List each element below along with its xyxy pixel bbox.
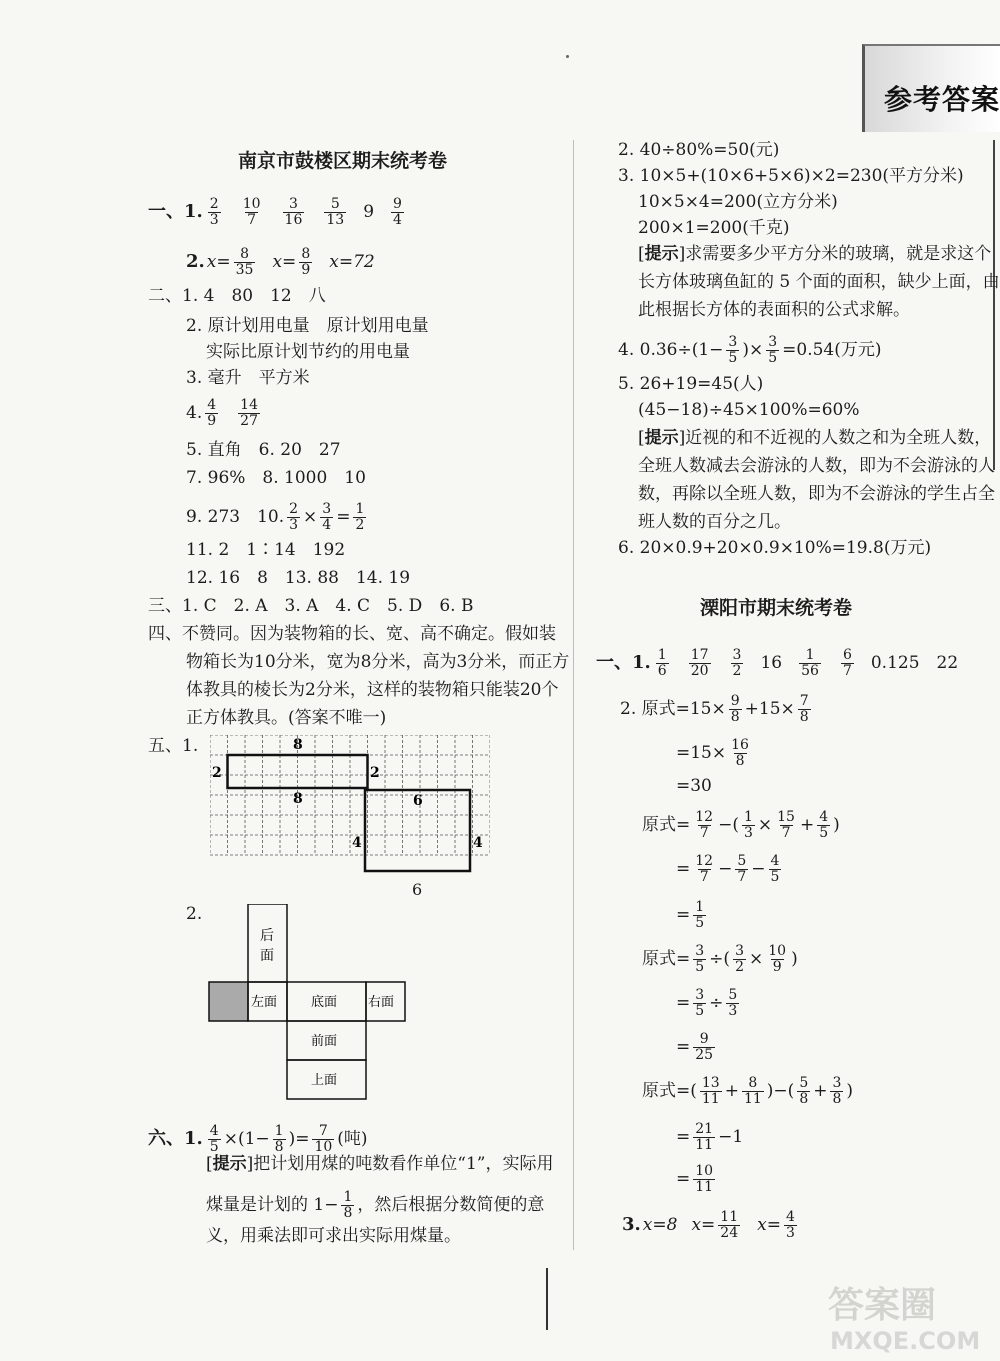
- net-bottom: 底面: [311, 995, 338, 1010]
- left-s4-line2: 物箱长为10分米，宽为8分米，高为3分米，而正方: [186, 652, 570, 672]
- header-banner-text: 参考答案: [884, 83, 1000, 116]
- label: 4.: [186, 402, 203, 423]
- fraction: $\frac{1}{56}$: [801, 647, 819, 679]
- op: ×: [757, 814, 773, 835]
- left-s6-q1: [148, 1124, 368, 1154]
- left-s5-label1: 五、1.: [148, 736, 199, 756]
- left-s2-q2a: 2. 原计划用电量 原计划用电量: [186, 316, 429, 336]
- label: 2.: [186, 251, 205, 273]
- text: =15×: [676, 742, 727, 763]
- op: )−(: [766, 1080, 795, 1101]
- tip-label: 提示: [212, 1154, 247, 1174]
- right-q4: [618, 335, 882, 365]
- left-s2-q4: [186, 398, 263, 428]
- tip-label: 提示: [644, 244, 679, 264]
- left-s2-q5: 5. 直角 6. 20 27: [186, 440, 341, 460]
- left-s6-tip1: [ 提示 ] 把计划用煤的吨数看作单位“1”，实际用: [206, 1154, 554, 1174]
- op: −: [718, 858, 733, 879]
- right-q3a: 3. 10×5+(10×6+5×6)×2=230(平方分米): [618, 166, 964, 186]
- fraction: $\frac{3}{5}$: [695, 987, 705, 1019]
- fraction: $\frac{3}{8}$: [832, 1075, 842, 1107]
- op: =: [676, 1036, 691, 1057]
- fraction: $\frac{1}{3}$: [743, 809, 753, 841]
- fraction: $\frac{2}{3}$: [289, 501, 299, 533]
- watermark-logo: [818, 1275, 993, 1355]
- fraction: $\frac{1}{8}$: [343, 1189, 353, 1221]
- right-tip5b: 全班人数减去会游泳的人数，即为不会游泳的人: [638, 456, 995, 476]
- op: =: [676, 1168, 691, 1189]
- value: 9: [363, 201, 375, 222]
- fraction: $\frac{3}{5}$: [728, 334, 738, 366]
- op: =: [676, 904, 691, 925]
- left-s3: 三、1. C 2. A 3. A 4. C 5. D 6. B: [148, 596, 474, 616]
- right-tip3b: 长方体玻璃鱼缸的 5 个面的面积，缺少上面，由: [638, 272, 1000, 292]
- net-left: 左面: [251, 995, 278, 1010]
- right-tip3a: [ 提示 ] 求需要多少平方分米的玻璃，就是求这个: [638, 244, 992, 264]
- fraction: $\frac{11}{24}$: [720, 1209, 739, 1241]
- op: =: [676, 992, 691, 1013]
- fraction: $\frac{15}{7}$: [777, 809, 795, 841]
- tip-text: 把计划用煤的吨数看作单位“1”，实际用: [253, 1154, 554, 1174]
- text: 2. 原式=15×: [620, 698, 726, 719]
- net-back-2: 面: [260, 948, 274, 964]
- left-s2-q9: [186, 502, 369, 532]
- grid-label-bottom6: 6: [412, 880, 423, 899]
- op: ): [833, 814, 840, 835]
- grid-label-top6: 6: [413, 793, 423, 809]
- fraction: $\frac{10}{11}$: [695, 1163, 714, 1195]
- fraction: $\frac{1}{6}$: [657, 647, 667, 679]
- fraction: $\frac{21}{11}$: [695, 1121, 714, 1153]
- op: +15×: [744, 698, 795, 719]
- op: +: [724, 1080, 739, 1101]
- right2-q1: [596, 648, 958, 678]
- op: =: [676, 1126, 691, 1147]
- op: +: [813, 1080, 828, 1101]
- var: x=: [272, 251, 297, 272]
- net-back-1: 后: [260, 928, 274, 944]
- watermark-text1: 答案圈: [828, 1285, 937, 1326]
- right-tip5c: 数，再除以全班人数，即为不会游泳的学生占全: [638, 484, 995, 504]
- right-tip5d: 班人数的百分之几。: [638, 512, 791, 532]
- fraction: $\frac{9}{25}$: [695, 1031, 714, 1063]
- text: 9. 273 10.: [186, 506, 285, 527]
- right2-q2-line1: [620, 694, 814, 724]
- fraction: $\frac{9}{4}$: [393, 196, 402, 228]
- fraction: $\frac{1}{8}$: [274, 1123, 284, 1155]
- value: 16: [760, 652, 783, 673]
- column-divider: [573, 140, 574, 1250]
- fraction: $\frac{16}{8}$: [731, 737, 749, 769]
- right2-e4-line3: [676, 1164, 718, 1194]
- bottom-mark: [546, 1268, 548, 1330]
- grid-label-top8: 8: [293, 737, 303, 753]
- right-q5b: (45−18)÷45×100%=60%: [638, 400, 860, 420]
- op: −(: [718, 814, 739, 835]
- label: 一、1.: [596, 652, 651, 674]
- left-section-title: 南京市鼓楼区期末统考卷: [238, 150, 448, 172]
- left-s1-q2: [186, 247, 375, 277]
- op: ×: [748, 948, 764, 969]
- left-s2-q2b: 实际比原计划节约的用电量: [206, 342, 410, 362]
- right2-e2-line1: [642, 810, 840, 840]
- tip-text: 求需要多少平方分米的玻璃，就是求这个: [685, 244, 992, 264]
- right-tip5a: [ 提示 ] 近视的和不近视的人数之和为全班人数，: [638, 428, 992, 448]
- fraction: $\frac{17}{20}$: [690, 647, 709, 679]
- tip-label: 提示: [644, 428, 679, 448]
- page-dot: [566, 55, 569, 58]
- right-tip3c: 此根据长方体的表面积的公式求解。: [638, 300, 910, 320]
- op: +: [799, 814, 815, 835]
- unit: (吨): [337, 1128, 368, 1149]
- fraction: $\frac{3}{2}$: [732, 647, 742, 679]
- right2-e4-line2: [676, 1122, 743, 1152]
- left-s2-q3: 3. 毫升 平方米: [186, 368, 310, 388]
- left-s4-line1: 四、不赞同。因为装物箱的长、宽、高不确定。假如装: [148, 624, 556, 644]
- fraction: $\frac{1}{5}$: [695, 899, 705, 931]
- fraction: $\frac{3}{5}$: [768, 334, 778, 366]
- right-q3c: 200×1=200(千克): [638, 218, 790, 238]
- left-s4-line4: 正方体教具。(答案不唯一): [186, 708, 387, 728]
- fraction: $\frac{3}{2}$: [735, 943, 744, 975]
- right2-e3-line3: [676, 1032, 718, 1062]
- fraction: $\frac{8}{35}$: [235, 246, 254, 278]
- fraction: $\frac{4}{3}$: [785, 1209, 795, 1241]
- tip-text: ，然后根据分数简便的意: [357, 1194, 545, 1215]
- fraction: $\frac{12}{7}$: [695, 853, 714, 885]
- net-right: 右面: [368, 995, 395, 1010]
- text: =0.54(万元): [782, 339, 882, 360]
- watermark-text2: MXQE.COM: [830, 1327, 981, 1355]
- fraction: $\frac{12}{7}$: [695, 809, 714, 841]
- fraction: $\frac{10}{9}$: [768, 943, 787, 975]
- left-s2-q1: 二、1. 4 80 12 八: [148, 286, 326, 306]
- fraction: $\frac{8}{9}$: [301, 246, 311, 278]
- fraction: $\frac{1}{2}$: [355, 501, 365, 533]
- left-s6-tip2: [206, 1190, 544, 1220]
- var: x=8: [642, 1214, 678, 1235]
- page-edge-line: [993, 140, 995, 470]
- text: 原式=: [642, 948, 691, 969]
- op: ÷(: [709, 948, 731, 969]
- fraction: $\frac{7}{10}$: [314, 1123, 333, 1155]
- var: x=: [757, 1214, 781, 1235]
- fraction: $\frac{4}{5}$: [819, 809, 829, 841]
- label: 六、1.: [148, 1128, 203, 1150]
- fraction: $\frac{3}{16}$: [284, 196, 303, 228]
- fraction: $\frac{14}{27}$: [240, 397, 258, 429]
- right2-q3: [622, 1210, 800, 1240]
- fraction: $\frac{5}{13}$: [326, 196, 345, 228]
- op: ×: [303, 506, 318, 527]
- right-q2: 2. 40÷80%=50(元): [618, 140, 780, 160]
- op: ): [791, 948, 798, 969]
- left-s6-tip3: 义，用乘法即可求出实际用煤量。: [206, 1226, 461, 1246]
- left-s5-label2: 2.: [186, 904, 203, 924]
- label: 一、1.: [148, 201, 203, 223]
- label: 3.: [622, 1214, 641, 1236]
- fraction: $\frac{3}{4}$: [322, 501, 332, 533]
- tip-text: 煤量是计划的 1−: [206, 1194, 339, 1215]
- grid-label-mid8: 8: [293, 791, 303, 807]
- text: 原式=(: [642, 1080, 697, 1101]
- op: ): [846, 1080, 854, 1101]
- op: )×: [742, 339, 764, 360]
- right2-e2-line2: [676, 854, 784, 884]
- fraction: $\frac{5}{8}$: [799, 1075, 809, 1107]
- grid-label-left4: 4: [352, 835, 362, 851]
- fraction: $\frac{4}{5}$: [209, 1123, 219, 1155]
- text: −1: [718, 1126, 744, 1147]
- fraction: $\frac{13}{11}$: [701, 1075, 720, 1107]
- fraction: $\frac{4}{5}$: [770, 853, 780, 885]
- var: x=72: [329, 251, 375, 272]
- right2-e2-line3: [676, 900, 709, 930]
- fraction: $\frac{10}{7}$: [242, 196, 261, 228]
- right2-e4-line1: [642, 1076, 853, 1106]
- left-s2-q7: 7. 96% 8. 1000 10: [186, 468, 366, 488]
- right2-e3-line2: = $\frac{3}{5}$ ÷ $\frac{5}{3}$: [676, 987, 738, 1019]
- left-s4-line3: 体教具的棱长为2分米，这样的装物箱只能装20个: [186, 680, 559, 700]
- text: 原式=: [642, 814, 691, 835]
- op: ×(1−: [223, 1128, 270, 1149]
- left-s1-q1: [148, 197, 407, 227]
- right2-e3-line1: [642, 944, 798, 974]
- tip-text: 近视的和不近视的人数之和为全班人数，: [685, 428, 992, 448]
- grid-label-right4: 4: [473, 835, 483, 851]
- var: x=: [691, 1214, 716, 1235]
- cuboid-net-diagram: [208, 904, 406, 1100]
- grid-label-left2: 2: [212, 765, 222, 781]
- left-s2-q12: 12. 16 8 13. 88 14. 19: [186, 568, 411, 588]
- value: 0.125 22: [870, 652, 959, 673]
- net-front: 前面: [311, 1034, 338, 1049]
- right-q6: 6. 20×0.9+20×0.9×10%=19.8(万元): [618, 538, 932, 558]
- fraction: $\frac{3}{5}$: [695, 943, 705, 975]
- fraction: $\frac{9}{8}$: [730, 693, 740, 725]
- left-s2-q11: 11. 2 1∶14 192: [186, 540, 346, 560]
- fraction: $\frac{2}{3}$: [209, 196, 219, 228]
- op: =: [336, 506, 351, 527]
- net-top: 上面: [311, 1073, 338, 1088]
- fraction: $\frac{5}{3}$: [728, 987, 738, 1019]
- grid-label-right2: 2: [370, 765, 380, 781]
- op: =: [676, 858, 691, 879]
- fraction: $\frac{6}{7}$: [842, 647, 852, 679]
- fraction: $\frac{4}{9}$: [207, 397, 217, 429]
- grid-diagram: [210, 735, 490, 875]
- op: −: [751, 858, 766, 879]
- right-q5a: 5. 26+19=45(人): [618, 374, 764, 394]
- fraction: $\frac{8}{11}$: [743, 1075, 762, 1107]
- fraction: $\frac{7}{8}$: [799, 693, 809, 725]
- text: 4. 0.36÷(1−: [618, 339, 724, 360]
- right2-q2-line3: =30: [676, 776, 712, 796]
- right-section-title: 溧阳市期末统考卷: [700, 597, 853, 619]
- var: x=: [206, 251, 231, 272]
- right2-q2-line2: [676, 738, 754, 768]
- fraction: $\frac{5}{7}$: [737, 853, 747, 885]
- right-q3b: 10×5×4=200(立方分米): [638, 192, 838, 212]
- op: )=: [288, 1128, 310, 1149]
